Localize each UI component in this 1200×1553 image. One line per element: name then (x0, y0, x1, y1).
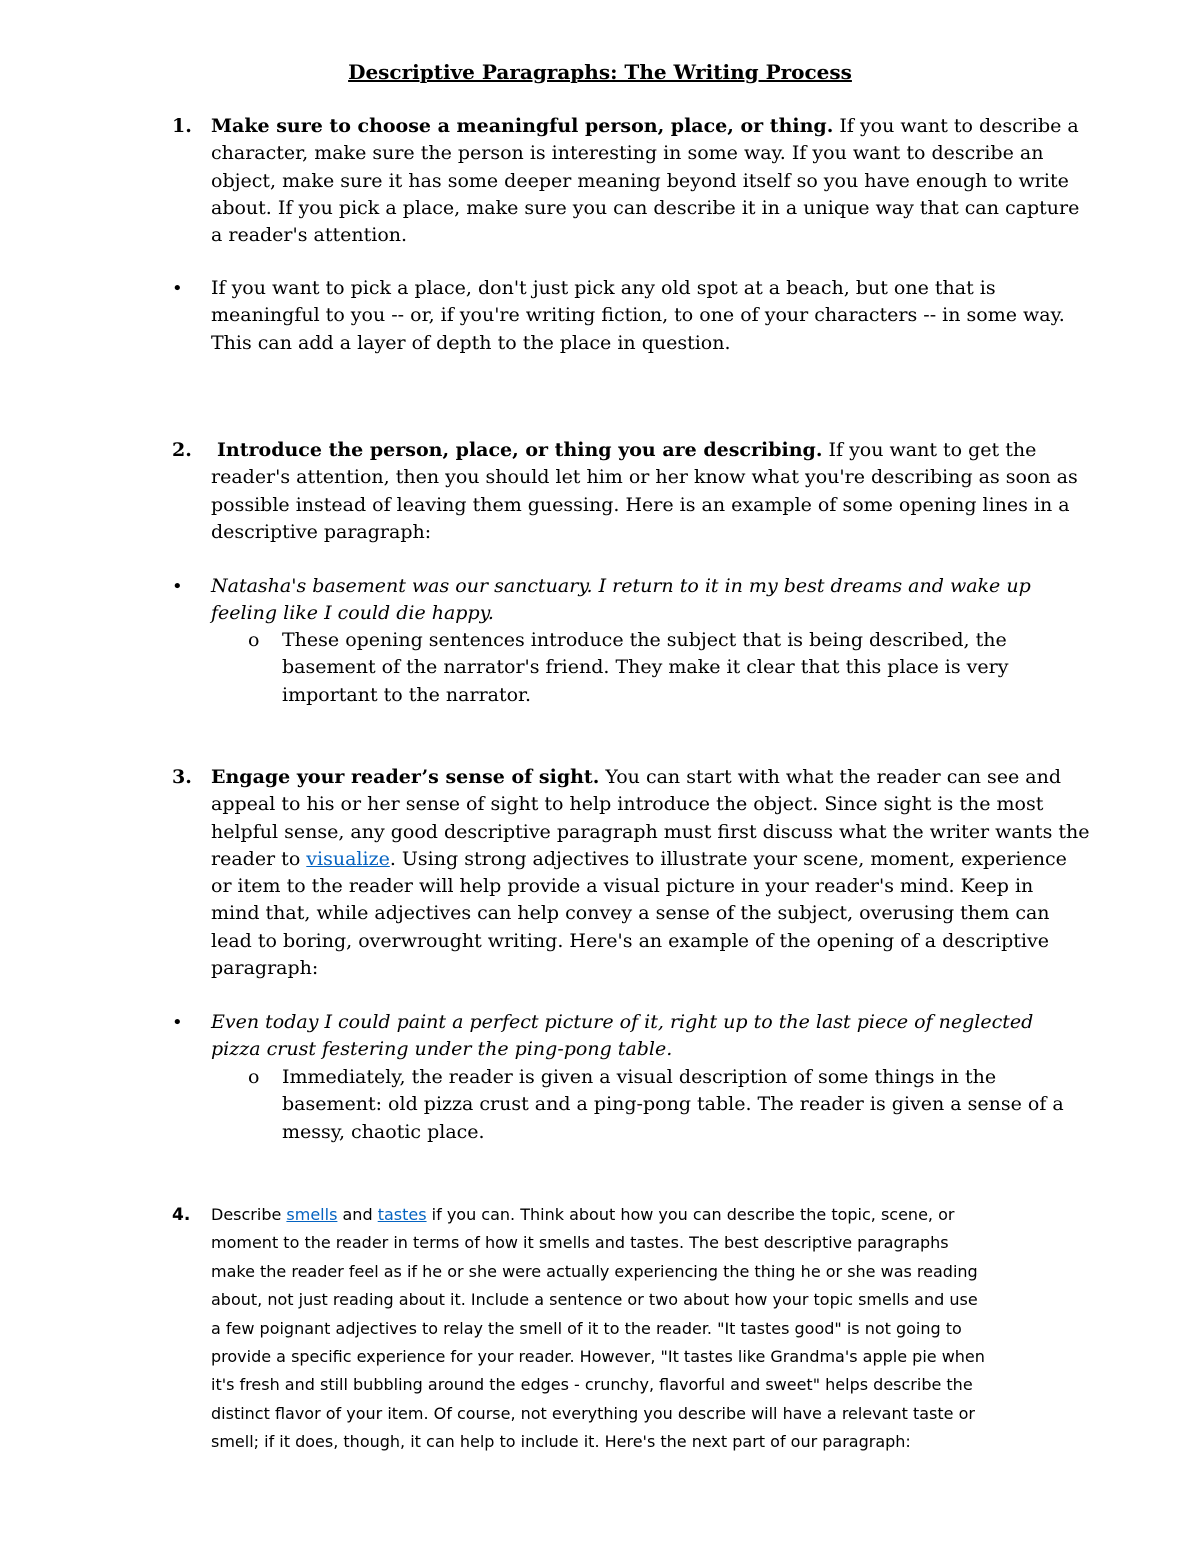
step-4-number: 4. (172, 1205, 191, 1225)
bullet-icon: • (172, 278, 183, 299)
bullet-icon: • (172, 1012, 183, 1033)
step-3-commentary: Immediately, the reader is given a visual description of some things in the basement: old pizza crust and a ping-pong table. The reader is given a sense of a messy, chaotic place. (282, 1066, 1064, 1143)
sub-bullet-icon: o (248, 1066, 260, 1088)
step-1-paragraph: Make sure to choose a meaningful person, place, or thing. If you want to describe a character, make sure the person is interesting in some way. If you want to describe an object, make sure it has some deeper meaning beyond itself so you have enough to write about. If you pick a place, make sure you can describe it in a unique way that can capture a reader's attention. (211, 115, 1080, 247)
document-title: Descriptive Paragraphs: The Writing Process (348, 60, 852, 84)
step-2-heading: Introduce the person, place, or thing you are describing. (217, 439, 823, 461)
step-3-number: 3. (172, 766, 192, 788)
step-2-commentary: These opening sentences introduce the subject that is being described, the basement of the narrator's friend. They make it clear that this place is very important to the narrator. (282, 629, 1009, 706)
step-2-paragraph: Introduce the person, place, or thing you are describing. If you want to get the reader's attention, then you should let him or her know what you're describing as soon as possible instead of leaving them guessing. Here is an example of some opening lines in a descriptive paragraph: (211, 439, 1078, 543)
step-2-number: 2. (172, 439, 192, 461)
sub-bullet-icon: o (248, 629, 260, 651)
step-3-paragraph: Engage your reader’s sense of sight. You can start with what the reader can see and appeal to his or her sense of sight to help introduce the object. Since sight is the most helpful sense, any good descriptive paragraph must first discuss what the writer wants the reader to visualize. Using strong adjectives to illustrate your scene, moment, experience or item to the reader will help provide a visual picture in your reader's mind. Keep in mind that, while adjectives can help convey a sense of the subject, overusing them can lead to boring, overwrought writing. Here's an example of the opening of a descriptive paragraph: (211, 766, 1090, 980)
bullet-icon: • (172, 576, 183, 597)
step-4-paragraph: Describe smells and tastes if you can. Think about how you can describe the topic, scene, or moment to the reader in terms of how it smells and tastes. The best descriptive paragraphs make the reader feel as if he or she were actually experiencing the thing he or she was reading about, not just reading about it. Include a sentence or two about how your topic smells and use a few poignant adjectives to relay the smell of it to the reader. "It tastes good" is not going to provide a specific experience for your reader. However, "It tastes like Grandma's apple pie when it's fresh and still bubbling around the edges - crunchy, flavorful and sweet" helps describe the distinct flavor of your item. Of course, not everything you describe will have a relevant taste or smell; if it does, though, it can help to include it. Here's the next part of our paragraph: (211, 1205, 985, 1452)
step-1-number: 1. (172, 115, 192, 137)
step-3-heading: Engage your reader’s sense of sight. (211, 766, 600, 788)
step-1-heading: Make sure to choose a meaningful person, place, or thing. (211, 115, 834, 137)
tastes-link[interactable]: tastes (377, 1205, 427, 1224)
smells-link[interactable]: smells (286, 1205, 338, 1224)
step-1-bullet-text: If you want to pick a place, don't just pick any old spot at a beach, but one that is meaningful to you -- or, if you're writing fiction, to one of your characters -- in some way. This can add a layer of depth to the place in question. (211, 277, 1065, 354)
visualize-link[interactable]: visualize (306, 847, 390, 870)
step-2-example: Natasha's basement was our sanctuary. I return to it in my best dreams and wake up feeling like I could die happy. (211, 575, 1031, 625)
step-3-example: Even today I could paint a perfect picture of it, right up to the last piece of neglected pizza crust festering under the ping-pong table. (211, 1011, 1034, 1061)
